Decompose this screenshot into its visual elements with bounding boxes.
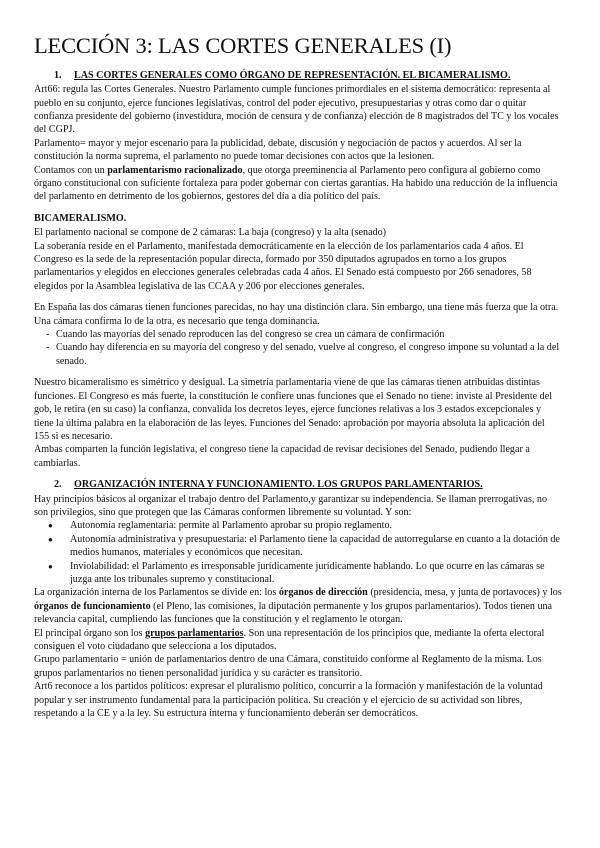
term-parlamentarismo-racionalizado: parlamentarismo racionalizado — [107, 164, 243, 176]
paragraph-principal-organo: El principal órgano son los grupos parlamentarios. Son una representación de los principios que, mediante la oferta electoral consiguen el voto ciudadano que selecciona a los diputados. — [34, 627, 545, 652]
paragraph-art66: Art66: regula las Cortes Generales. Nuestro Parlamento cumple funciones primordiales en el sistema democrático: representa al pueblo en su conjunto, ejerce funciones legislativas, control del poder ejecutivo, presupuestarias y otras como dar o quitar confianza presidente del gobierno (investidura, moción de censura y de confianza) elección de 8 magistrados del TC y los vocales del CGPJ. — [34, 84, 559, 136]
paragraph-soberania: La soberanía reside en el Parlamento, manifestada democráticamente en la elección de los parlamentarios cada 4 años. El Congreso es la sede de la representación popular directa, formado por 350 diputados agrupados en torno a los grupos parlamentarios y elegidos en elecciones generales celebradas cada 4 años. El Senado está compuesto por 266 senadores, 58 elegidos por la Asamblea legislativa de las CCAA y 206 por elecciones generales. — [34, 240, 532, 292]
list-item: ● Inviolabilidad: el Parlamento es irresponsable jurídicamente jurídicamente hablando. Lo que ocurre en las cámaras se juzga ante los tribunales supremo y constitucional. — [48, 560, 562, 587]
paragraph-parlamentarismo: Contamos con un parlamentarismo racionalizado, que otorga preeminencia al Parlamento pero configura al gobierno como órgano constitucional con suficiente fortaleza para poder gobernar con ciertas garantías. Ha habido una reducción de la influencia del parlamento en detrimento de los gobiernos, gestores del día a día político del país. — [34, 164, 558, 203]
lesson-title: LECCIÓN 3: LAS CORTES GENERALES (I) — [34, 33, 452, 58]
paragraph-organizacion-interna: La organización interna de los Parlamentos se divide en: los órganos de dirección (presidencia, mesa, y junta de portavoces) y los órganos de funcionamiento (el Pleno, las comisiones, la diputación permanente y los grupos parlamentarios). Todos tienen una relevancia capital, cumpliendo las funciones que la constitución y el reglamento le otorgan. — [34, 587, 562, 626]
section-1-title: LAS CORTES GENERALES COMO ÓRGANO DE REPRESENTACIÓN. EL BICAMERALISMO. — [74, 69, 511, 81]
section-2-number: 2. — [54, 479, 62, 491]
list-item: ● Autonomía administrativa y presupuestaria: el Parlamento tiene la capacidad de autorregularse en cuanto a la dotación de medios humanos, materiales y económicos que necesitan. — [48, 533, 562, 560]
document-page — [34, 34, 562, 720]
dash-list — [34, 328, 562, 368]
bullet-list — [34, 519, 562, 586]
section-1-number: 1. — [54, 69, 62, 81]
paragraph-principios: Hay principios básicos al organizar el trabajo dentro del Parlamento,y garantizar su independencia. Se llaman prerrogativas, no son privilegios, sino que protegen que las Cámaras conformen libremente su voluntad. Y son: — [34, 493, 548, 518]
paragraph-camaras: El parlamento nacional se compone de 2 cámaras: La baja (congreso) y la alta (senado) — [34, 227, 387, 239]
section-2-title: ORGANIZACIÓN INTERNA Y FUNCIONAMIENTO. LOS GRUPOS PARLAMENTARIOS. — [74, 479, 483, 491]
paragraph-espana-camaras: En España las dos cámaras tienen funciones parecidas, no hay una distinción clara. Sin embargo, una tiene más fuerza que la otra. Una cámara confirma lo de la otra, es necesario que tenga dominancia. — [34, 302, 559, 327]
section-1-heading — [34, 69, 562, 82]
paragraph-art6: Art6 reconoce a los partidos políticos: expresar el pluralismo político, concurrir a la formación y manifestación de la voluntad popular y ser instrumento fundamental para la participación política. Su creación y el ejercicio de su actividad son libres, respetando a la CE y a la ley. Su estructura interna y funcionamiento deberán ser democráticos. — [34, 681, 543, 720]
bicameralismo-heading: BICAMERALISMO. — [34, 212, 127, 224]
paragraph-parlamento: Parlamento= mayor y mejor escenario para la publicidad, debate, discusión y negociación de pactos y acuerdos. Al ser la constitución la norma suprema, el parlamento no puede tomar decisiones con actos que la lesionen. — [34, 137, 522, 163]
list-item: - Cuando hay diferencia en su mayoría del congreso y del senado, vuelve al congreso, el congreso impone su voluntad a la del senado. — [46, 341, 562, 368]
paragraph-grupo-parlamentario: Grupo parlamentario = unión de parlamentarios dentro de una Cámara, constituido conforme al Reglamento de la misma. Los grupos parlamentarios no tienen personalidad jurídica y su carácter es transitorio. — [34, 654, 542, 679]
term-grupos-parlamentarios: grupos parlamentarios — [145, 627, 244, 639]
paragraph-bicameralismo-simetrico: Nuestro bicameralismo es simétrico y desigual. La simetría parlamentaria viene de que las cámaras tienen atribuidas distintas funciones. El Congreso es más fuerte, la constitución le confiere unas funciones que el Senado no tiene: inviste al Presidente del gob, le retira (en su caso) la confianza, convalida los decretos leyes, ejerce funciones relativas a los 3 estados excepcionales y tiene la última palabra en la elaboración de las leyes. Funciones del Senado: aprobación por mayoría absoluta la aplicación del 155 si es necesario. — [34, 377, 552, 442]
term-organos-direccion: órganos de dirección — [278, 587, 368, 599]
paragraph-funcion-legislativa: Ambas comparten la función legislativa, el congreso tiene la capacidad de revisar decisiones del Senado, pudiendo llegar a cambiarlas. — [34, 444, 530, 469]
term-organos-funcionamiento: órganos de funcionamiento — [34, 600, 151, 612]
list-item: ● Autonomía reglamentaria: permite al Parlamento aprobar su propio reglamento. — [48, 519, 562, 532]
list-item: - Cuando las mayorías del senado reproducen las del congreso se crea un cámara de confirmación — [46, 328, 562, 341]
section-2-heading — [34, 478, 562, 491]
